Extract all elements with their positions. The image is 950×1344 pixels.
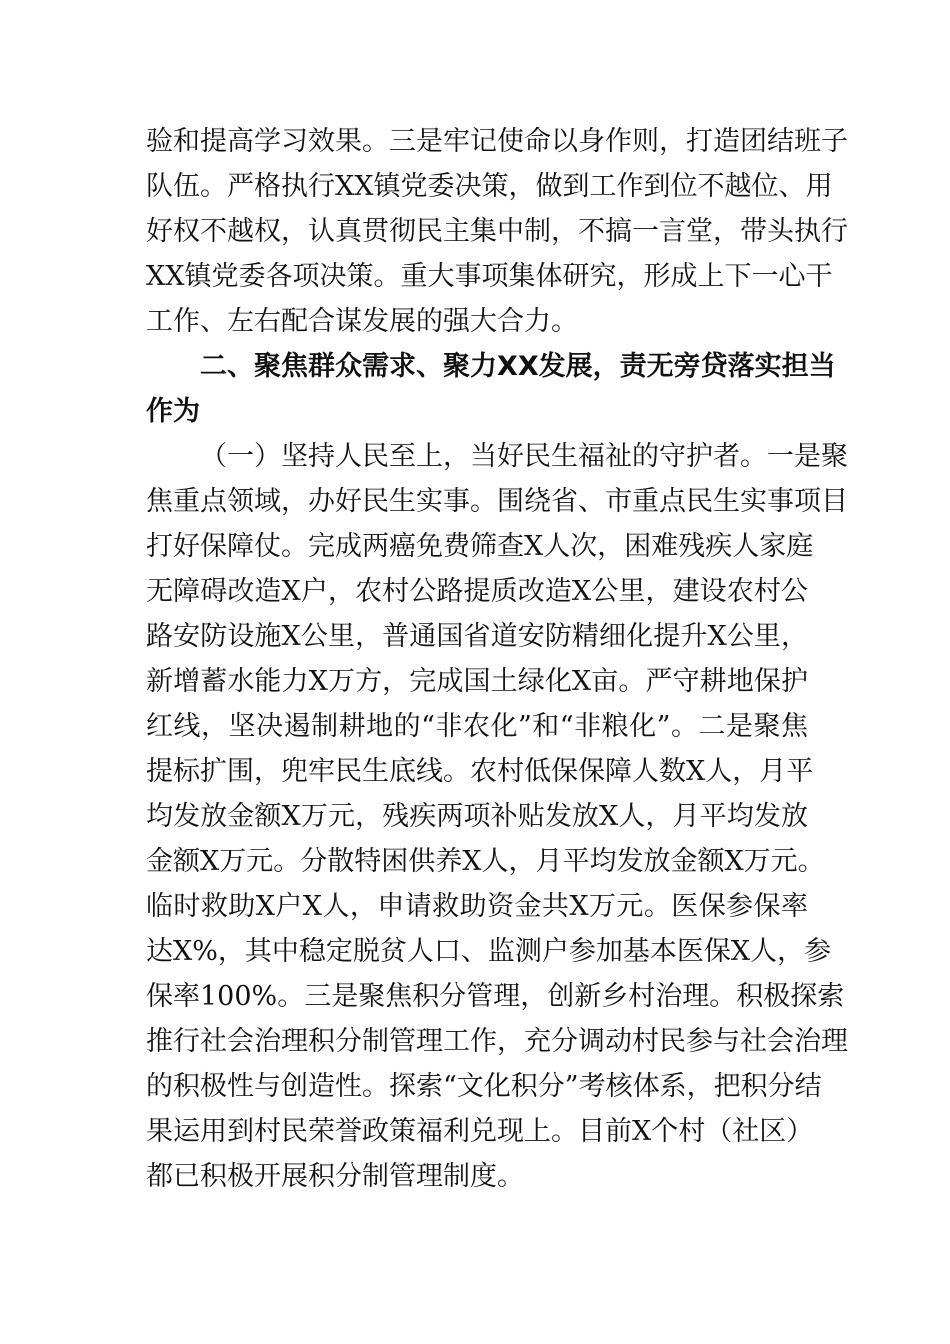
section-heading xyxy=(146,344,836,434)
text-line: 验和提高学习效果。三是牢记使命以身作则，打造团结班子 xyxy=(146,126,848,157)
text-line: 路安防设施X公里，普通国省道安防精细化提升X公里， xyxy=(146,621,808,652)
document-body xyxy=(146,119,848,1199)
text-line: 焦重点领域，办好民生实事。围绕省、市重点民生实事项目 xyxy=(146,486,848,517)
text-line: 队伍。严格执行XX镇党委决策，做到工作到位不越位、用 xyxy=(146,171,833,202)
text-line: 工作、左右配合谋发展的强大合力。 xyxy=(146,306,578,337)
text-line: 临时救助X户X人，申请救助资金共X万元。医保参保率 xyxy=(146,891,808,922)
text-line: 金额X万元。分散特困供养X人，月平均发放金额X万元。 xyxy=(146,846,825,877)
text-line: XX镇党委各项决策。重大事项集体研究，形成上下一心干 xyxy=(146,261,833,292)
text-line: 达X%，其中稳定脱贫人口、监测户参加基本医保X人，参 xyxy=(146,936,832,967)
text-line: 红线，坚决遏制耕地的“非农化”和“非粮化”。二是聚焦 xyxy=(146,711,808,742)
text-line: 提标扩围，兜牢民生底线。农村低保保障人数X人，月平 xyxy=(146,756,814,787)
text-line: 都已积极开展积分制管理制度。 xyxy=(146,1161,524,1192)
paragraph-continued xyxy=(146,119,848,344)
text-line: 保率100%。三是聚焦积分管理，创新乡村治理。积极探索 xyxy=(146,981,845,1012)
paragraph-livelihood xyxy=(146,434,848,1199)
text-line: 好权不越权，认真贯彻民主集中制，不搞一言堂，带头执行 xyxy=(146,216,848,247)
text-line: 均发放金额X万元，残疾两项补贴发放X人，月平均发放 xyxy=(146,801,808,832)
text-line: 果运用到村民荣誉政策福利兑现上。目前X个村（社区） xyxy=(146,1116,814,1147)
text-line: 推行社会治理积分制管理工作，充分调动村民参与社会治理 xyxy=(146,1026,848,1057)
text-line: 新增蓄水能力X万方，完成国土绿化X亩。严守耕地保护 xyxy=(146,666,808,697)
text-line: 无障碍改造X户，农村公路提质改造X公里，建设农村公 xyxy=(146,576,808,607)
heading-line: 作为 xyxy=(146,396,200,427)
heading-line: 二、聚焦群众需求、聚力XX发展，责无旁贷落实担当 xyxy=(200,351,836,382)
text-line: 打好保障仗。完成两癌免费筛查X人次，困难残疾人家庭 xyxy=(146,531,814,562)
text-line: （一）坚持人民至上，当好民生福祉的守护者。一是聚 xyxy=(200,441,848,472)
text-line: 的积极性与创造性。探索“文化积分”考核体系，把积分结 xyxy=(146,1071,822,1102)
